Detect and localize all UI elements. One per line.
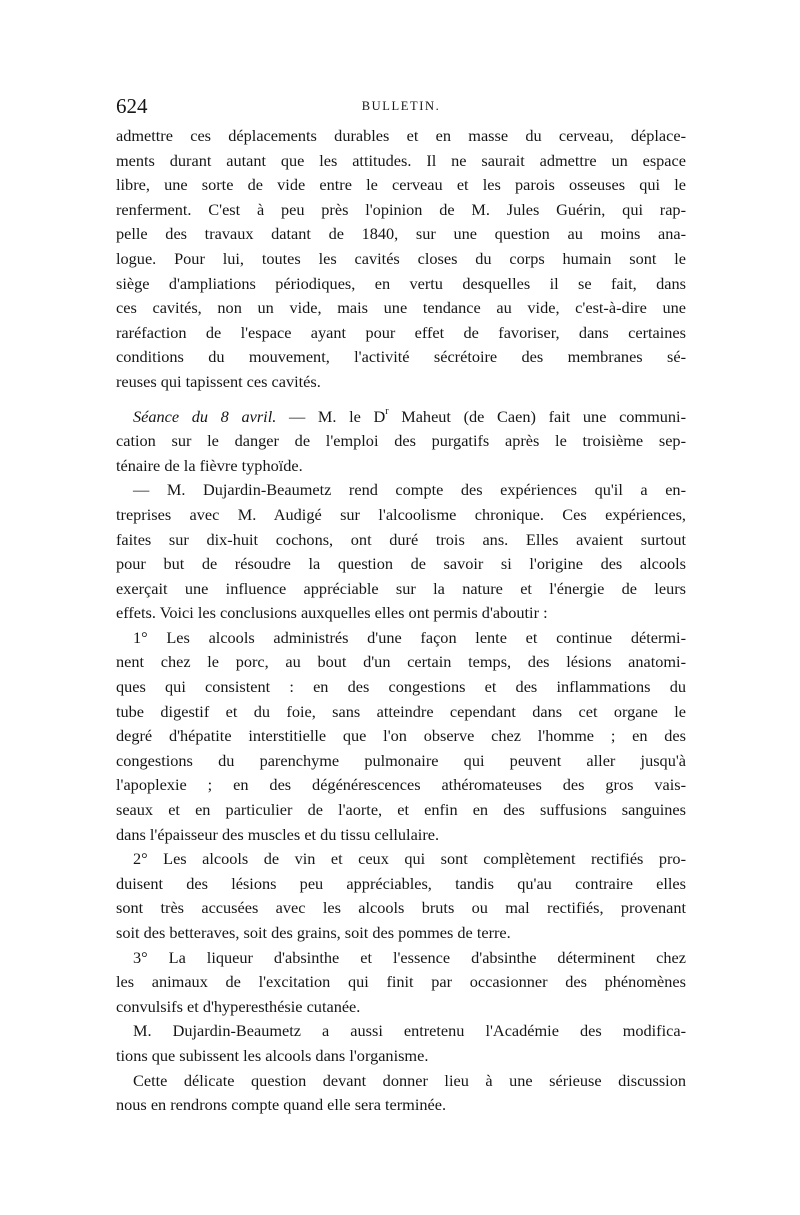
text-line: tube digestif et du foie, sans atteindre cependant dans cet organe le [116, 701, 686, 721]
session-date: Séance du 8 avril. [133, 406, 277, 426]
paragraph-continuation [116, 124, 686, 395]
text-line: ments durant autant que les attitudes. Il ne saurait admettre un espace [116, 150, 686, 170]
text-line: nous en rendrons compte quand elle sera terminée. [116, 1095, 447, 1115]
text-line: libre, une sorte de vide entre le cerveau et les parois osseuses qui le [116, 175, 686, 195]
running-title: BULLETIN. [361, 99, 441, 113]
paragraph-academy [116, 1019, 686, 1068]
session-line [116, 405, 686, 430]
session-text-end: Maheut (de Caen) fait une communi- [388, 406, 686, 426]
text-line: M. Dujardin-Beaumetz a aussi entretenu l'Académie des modifica- [133, 1021, 686, 1041]
section-gap [116, 395, 686, 405]
text-line: faites sur dix-huit cochons, ont duré trois ans. Elles avaient surtout [116, 529, 686, 549]
text-line: — M. Dujardin-Beaumetz rend compte des expériences qu'il a en- [133, 480, 686, 500]
page-number: 624 [116, 94, 148, 118]
text-line: siège d'ampliations périodiques, en vertu desquelles il se fait, dans [116, 273, 686, 293]
text-line: logue. Pour lui, toutes les cavités closes du corps humain sont le [116, 248, 686, 268]
text-line: ques qui consistent : en des congestions et des inflammations du [116, 677, 686, 697]
text-line: 1° Les alcools administrés d'une façon lente et continue détermi- [133, 627, 686, 647]
text-line: reuses qui tapissent ces cavités. [116, 371, 321, 391]
running-head [116, 94, 686, 122]
text-line: conditions du mouvement, l'activité sécrétoire des membranes sé- [116, 347, 686, 367]
paragraph-conclusion-3 [116, 946, 686, 1020]
text-line: dans l'épaisseur des muscles et du tissu cellulaire. [116, 824, 440, 844]
paragraph-conclusion-2 [116, 847, 686, 945]
paragraph-experiments [116, 478, 686, 626]
body-text [116, 124, 686, 1118]
text-line: effets. Voici les conclusions auxquelles elles ont permis d'aboutir : [116, 603, 548, 623]
text-line: degré d'hépatite interstitielle que l'on observe chez l'homme ; en des [116, 726, 686, 746]
text-line: nent chez le porc, au bout d'un certain temps, des lésions anatomi- [116, 652, 686, 672]
text-line: tions que subissent les alcools dans l'organisme. [116, 1045, 429, 1065]
text-line: raréfaction de l'espace ayant pour effet de favoriser, dans certaines [116, 322, 686, 342]
text-line: exerçait une influence appréciable sur la nature et l'énergie de leurs [116, 578, 686, 598]
text-line: Cette délicate question devant donner lieu à une sérieuse discussion [133, 1070, 686, 1090]
text-line: duisent des lésions peu appréciables, tandis qu'au contraire elles [116, 873, 686, 893]
text-line: renferment. C'est à peu près l'opinion de M. Jules Guérin, qui rap- [116, 199, 686, 219]
text-line: seaux et en particulier de l'aorte, et enfin en des suffusions sanguines [116, 800, 686, 820]
paragraph-conclusion-1 [116, 626, 686, 847]
text-line: 2° Les alcools de vin et ceux qui sont complètement rectifiés pro- [133, 849, 686, 869]
text-line: pour but de résoudre la question de savoir si l'origine des alcools [116, 554, 686, 574]
text-line: ces cavités, non un vide, mais une tendance au vide, c'est-à-dire une [116, 298, 686, 318]
text-line: 3° La liqueur d'absinthe et l'essence d'absinthe déterminent chez [133, 947, 686, 967]
text-line: cation sur le danger de l'emploi des purgatifs après le troisième sep- [116, 431, 686, 451]
text-line: pelle des travaux datant de 1840, sur une question au moins ana- [116, 224, 686, 244]
session-text-start: — M. le D [276, 406, 386, 426]
text-line: sont très accusées avec les alcools bruts ou mal rectifiés, provenant [116, 898, 686, 918]
text-line: congestions du parenchyme pulmonaire qui peuvent aller jusqu'à [116, 750, 686, 770]
text-line: les animaux de l'excitation qui finit par occasionner des phénomènes [116, 972, 686, 992]
paragraph-session [116, 405, 686, 479]
text-line: admettre ces déplacements durables et en masse du cerveau, déplace- [116, 126, 686, 145]
text-line: l'apoplexie ; en des dégénérescences athéromateuses des gros vais- [116, 775, 686, 795]
text-line: ténaire de la fièvre typhoïde. [116, 455, 303, 475]
doctor-superscript: r [385, 406, 389, 418]
text-line: treprises avec M. Audigé sur l'alcoolisme chronique. Ces expériences, [116, 504, 686, 524]
text-line: soit des betteraves, soit des grains, soit des pommes de terre. [116, 923, 511, 942]
paragraph-closing [116, 1069, 686, 1118]
text-line: convulsifs et d'hyperesthésie cutanée. [116, 996, 361, 1016]
